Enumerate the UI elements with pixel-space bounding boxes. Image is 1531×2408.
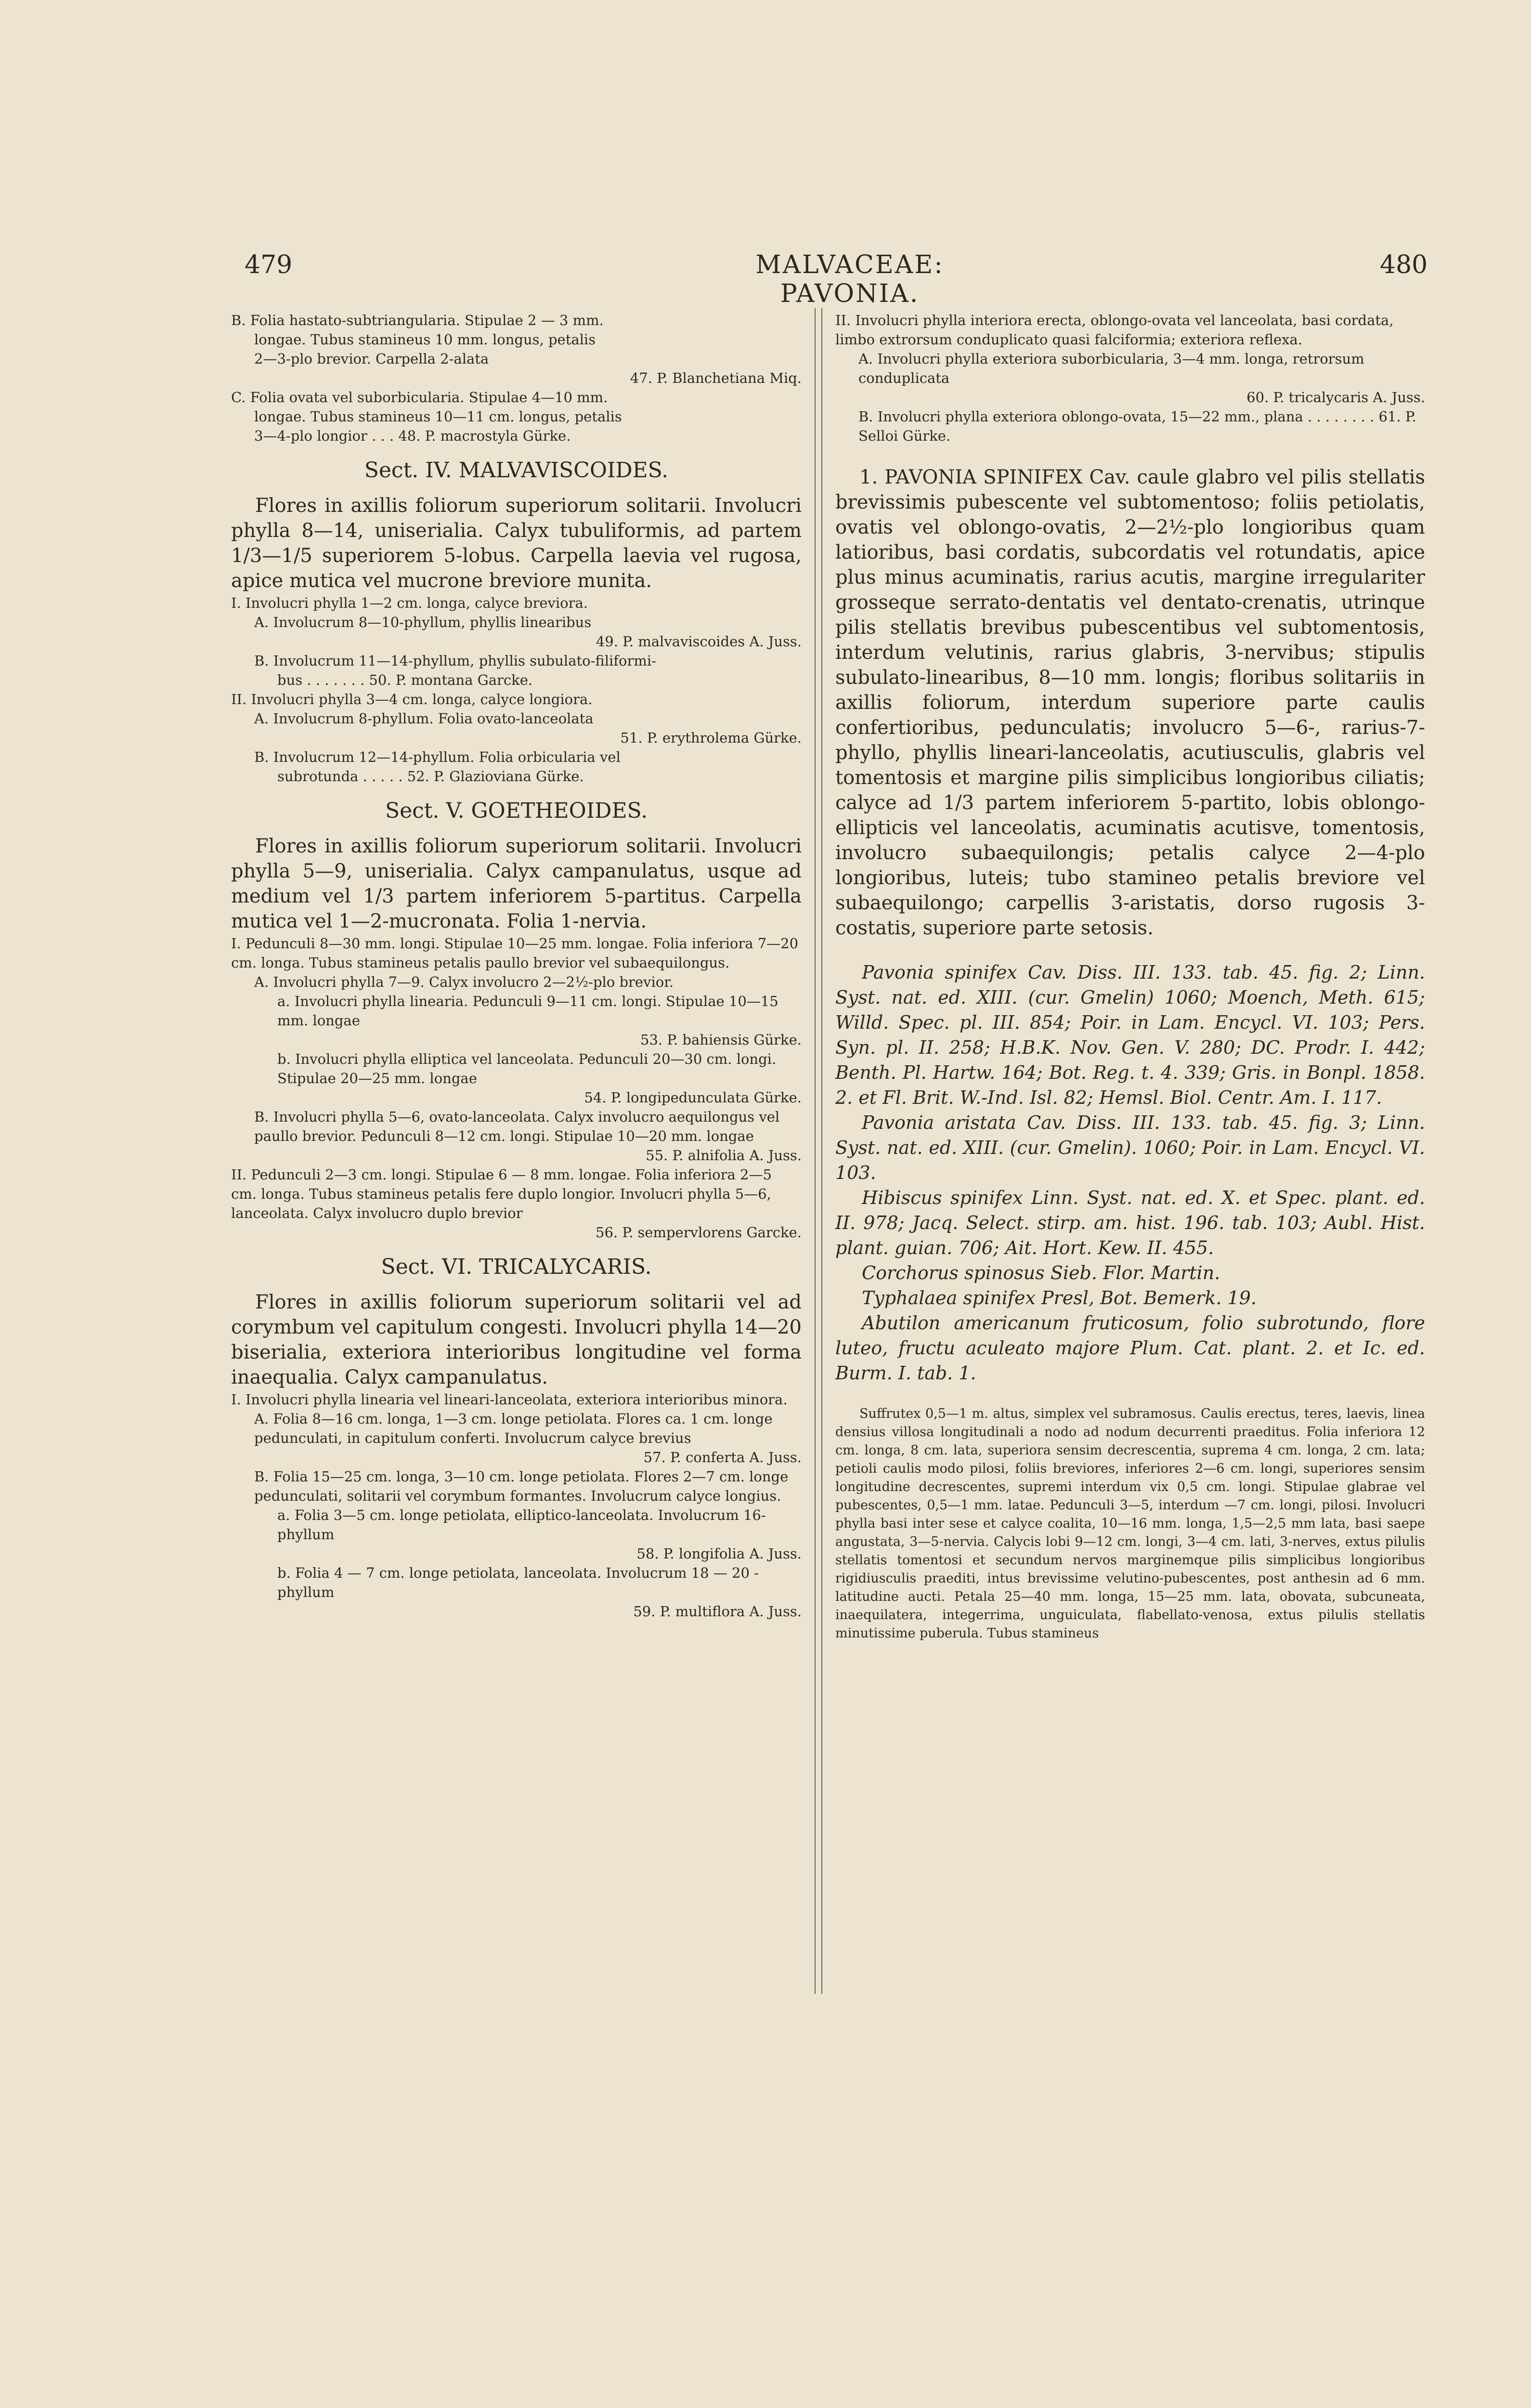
- key-line: a. Involucri phylla linearia. Pedunculi 9—11 cm. longi. Stipulae 10—15 mm. longae: [277, 993, 778, 1029]
- key-line: B. Involucri phylla 5—6, ovato-lanceolata. Calyx involucro aequilongus vel paullo brevior. Pedunculi 8—12 cm. longi. Stipulae 10—20 mm. longae: [254, 1109, 780, 1144]
- column-divider: [815, 308, 822, 1994]
- key-line: bus . . . . . . . 50. P. montana Garcke.: [277, 672, 533, 688]
- key-line: a. Folia 3—5 cm. longe petiolata, elliptico-lanceolata. Involucrum 16-phyllum: [277, 1507, 766, 1543]
- species-name-entry: 57. P. conferta A. Juss.: [643, 1449, 802, 1466]
- left-column: [231, 311, 802, 1621]
- key-line: 3—4-plo longior . . . 48. P. macrostyla Gürke.: [254, 428, 571, 444]
- synonym-entry: Hibiscus spinifex Linn. Syst. nat. ed. X. et Spec. plant. ed. II. 978; Jacq. Select. stirp. am. hist. 196. tab. 103; Aubl. Hist. plant. guian. 706; Ait. Hort. Kew. II. 455.: [835, 1187, 1425, 1258]
- species-name-entry: 56. P. sempervlorens Garcke.: [596, 1224, 802, 1241]
- key-line: B. Involucrum 12—14-phyllum. Folia orbicularia vel: [254, 749, 621, 765]
- key-continuation: [835, 311, 1425, 445]
- key-line: B. Folia hastato-subtriangularia. Stipulae 2 — 3 mm.: [231, 312, 604, 328]
- section-description: Flores in axillis foliorum superiorum solitarii. Involucri phylla 8—14, uniserialia. Calyx tubuliformis, ad partem 1/3—1/5 superiorem 5-lobus. Carpella laevia vel rugosa, apice mutica vel mucrone breviore munita.: [231, 495, 802, 592]
- species-name-entry: 55. P. alnifolia A. Juss.: [646, 1147, 802, 1164]
- section-description: Flores in axillis foliorum superiorum solitarii vel ad corymbum vel capitulum congesti. Involucri phylla 14—20 biserialia, exteriora interioribus longitudine vel forma inaequalia. Calyx campanulatus.: [231, 1291, 802, 1388]
- section-heading: Sect. V. GOETHEOIDES.: [385, 798, 648, 823]
- key-line: I. Involucri phylla 1—2 cm. longa, calyce breviora.: [231, 595, 588, 611]
- species-name-entry: 49. P. malvaviscoides A. Juss.: [596, 633, 802, 650]
- species-name-entry: 47. P. Blanchetiana Miq.: [630, 370, 802, 386]
- species-description: 1. PAVONIA SPINIFEX Cav. caule glabro vel pilis stellatis brevissimis pubescente vel subtomentoso; foliis petiolatis, ovatis vel oblongo-ovatis, 2—2½-plo longioribus quam latioribus, basi cordatis, subcordatis vel rotundatis, apice plus minus acuminatis, rarius acutis, margine irregulariter grosseque serrato-dentatis vel dentato-crenatis, utrinque pilis stellatis brevibus pubescentibus vel subtomentosis, interdum velutinis, rarius glabris, 3-nervibus; stipulis subulato-linearibus, 8—10 mm. longis; floribus solitariis in axillis foliorum, interdum superiore parte caulis confertioribus, pedunculatis; involucro 5—6-, rarius-7-phyllo, phyllis lineari-lanceolatis, acutiusculis, glabris vel tomentosis et margine pilis simplicibus longioribus ciliatis; calyce ad 1/3 partem inferiorem 5-partito, lobis oblongo-ellipticis vel lanceolatis, acuminatis acutisve, tomentosis, involucro subaequilongis; petalis calyce 2—4-plo longioribus, luteis; tubo stamineo petalis breviore vel subaequilongo; carpellis 3-aristatis, dorso rugosis 3-costatis, superiore parte setosis.: [835, 466, 1425, 939]
- key-line: A. Folia 8—16 cm. longa, 1—3 cm. longe petiolata. Flores ca. 1 cm. longe pedunculati, in capitulum conferti. Involucrum calyce brevius: [254, 1411, 773, 1446]
- species-key: [231, 593, 802, 786]
- synonym-entry: Typhalaea spinifex Presl, Bot. Bemerk. 19.: [862, 1287, 1257, 1309]
- key-line: C. Folia ovata vel suborbicularia. Stipulae 4—10 mm.: [231, 389, 608, 406]
- key-line: A. Involucrum 8-phyllum. Folia ovato-lanceolata: [254, 710, 594, 727]
- key-line: B. Involucrum 11—14-phyllum, phyllis subulato-filiformi-: [254, 653, 656, 669]
- synonym-entry: Pavonia spinifex Cav. Diss. III. 133. tab. 45. fig. 2; Linn. Syst. nat. ed. XIII. (cur. Gmelin) 1060; Moench, Meth. 615; Willd. Spec. pl. III. 854; Poir. in Lam. Encycl. VI. 103; Pers. Syn. pl. II. 258; H.B.K. Nov. Gen. V. 280; DC. Prodr. I. 442; Benth. Pl. Hartw. 164; Bot. Reg. t. 4. 339; Gris. in Bonpl. 1858. 2. et Fl. Brit. W.-Ind. Isl. 82; Hemsl. Biol. Centr. Am. I. 117.: [835, 962, 1425, 1108]
- right-column: [835, 311, 1425, 1643]
- synonym-entry: Pavonia aristata Cav. Diss. III. 133. tab. 45. fig. 3; Linn. Syst. nat. ed. XIII. (cur. Gmelin). 1060; Poir. in Lam. Encycl. VI. 103.: [835, 1112, 1425, 1183]
- species-name-entry: 59. P. multiflora A. Juss.: [633, 1603, 802, 1620]
- key-line: 2—3-plo brevior. Carpella 2-alata: [254, 351, 489, 367]
- species-name-entry: 58. P. longifolia A. Juss.: [636, 1545, 802, 1562]
- key-line: b. Folia 4 — 7 cm. longe petiolata, lanceolata. Involucrum 18 — 20 - phyllum: [277, 1565, 759, 1600]
- species-name-entry: 53. P. bahiensis Gürke.: [640, 1032, 802, 1048]
- key-line: II. Involucri phylla interiora erecta, oblongo-ovata vel lanceolata, basi cordata, limbo extrorsum conduplicato quasi falciformia; exteriora reflexa.: [835, 312, 1394, 348]
- section-description: Flores in axillis foliorum superiorum solitarii. Involucri phylla 5—9, uniserialia. Calyx campanulatus, usque ad medium vel 1/3 partem inferiorem 5-partitus. Carpella mutica vel 1—2-mucronata. Folia 1-nervia.: [231, 835, 802, 932]
- section-heading: Sect. VI. TRICALYCARIS.: [381, 1255, 652, 1279]
- synonym-entry: Corchorus spinosus Sieb. Flor. Martin.: [862, 1262, 1220, 1283]
- synonymy: [835, 960, 1425, 1386]
- species-key: [231, 934, 802, 1242]
- key-line: A. Involucrum 8—10-phyllum, phyllis linearibus: [254, 614, 592, 630]
- key-line: II. Involucri phylla 3—4 cm. longa, calyce longiora.: [231, 691, 593, 707]
- key-line: A. Involucri phylla 7—9. Calyx involucro 2—2½-plo brevior.: [254, 974, 674, 990]
- species-name-entry: 51. P. erythrolema Gürke.: [620, 730, 802, 746]
- species-key: [231, 1390, 802, 1621]
- key-line: I. Involucri phylla linearia vel lineari-lanceolata, exteriora interioribus minora.: [231, 1391, 788, 1408]
- key-line: I. Pedunculi 8—30 mm. longi. Stipulae 10—25 mm. longae. Folia inferiora 7—20 cm. longa. Tubus stamineus petalis paullo brevior vel subaequilongus.: [231, 935, 799, 971]
- running-title: MALVACEAE: PAVONIA.: [755, 250, 944, 308]
- detailed-description: Suffrutex 0,5—1 m. altus, simplex vel subramosus. Caulis erectus, teres, laevis, linea densius villosa longitudinali a nodo ad nodum decurrenti praeditus. Folia inferiora 12 cm. longa, 8 cm. lata, superiora sensim decrescentia, suprema 4 cm. longa, 2 cm. lata; petioli caulis modo pilosi, foliis breviores, inferiores 2—6 cm. longi, superiores sensim longitudine decrescentes, supremi interdum vix 0,5 cm. longi. Stipulae glabrae vel pubescentes, 0,5—1 mm. latae. Pedunculi 3—5, interdum —7 cm. longi, pilosi. Involucri phylla basi inter sese et calyce coalita, 10—16 mm. longa, 1,5—2,5 mm lata, basi saepe angustata, 3—5-nervia. Calycis lobi 9—12 cm. longi, 3—4 cm. lati, 3-nerves, extus pilulis stellatis tomentosi et secundum nervos marginemque pilis simplicibus longioribus rigidiusculis praediti, intus brevissime velutino-pubescentes, post anthesin ad 6 mm. latitudine aucti. Petala 25—40 mm. longa, 15—25 mm. lata, obovata, subcuneata, inaequilatera, integerrima, unguiculata, flabellato-venosa, extus pilulis stellatis minutissime puberula. Tubus stamineus: [835, 1406, 1425, 1641]
- key-line: longae. Tubus stamineus 10 mm. longus, petalis: [254, 331, 596, 348]
- section-heading: Sect. IV. MALVAVISCOIDES.: [364, 458, 669, 483]
- key-line: subrotunda . . . . . 52. P. Glazioviana Gürke.: [277, 768, 584, 785]
- key-line: b. Involucri phylla elliptica vel lanceolata. Pedunculi 20—30 cm. longi. Stipulae 20—25 mm. longae: [277, 1051, 777, 1086]
- key-continuation: [231, 311, 802, 445]
- key-line: A. Involucri phylla exteriora suborbicularia, 3—4 mm. longa, retrorsum conduplicata: [858, 351, 1364, 386]
- species-name-entry: 54. P. longipedunculata Gürke.: [584, 1089, 802, 1106]
- key-line: II. Pedunculi 2—3 cm. longi. Stipulae 6 — 8 mm. longae. Folia inferiora 2—5 cm. longa. Tubus stamineus petalis fere duplo longior. Involucri phylla 5—6, lanceolata. Calyx involucro duplo brevior: [231, 1166, 772, 1221]
- page-number-right: 480: [1380, 250, 1428, 279]
- page-number-left: 479: [245, 250, 293, 279]
- key-line: B. Folia 15—25 cm. longa, 3—10 cm. longe petiolata. Flores 2—7 cm. longe pedunculati, solitarii vel corymbum formantes. Involucrum calyce longius.: [254, 1468, 789, 1504]
- species-name-entry: 60. P. tricalycaris A. Juss.: [1246, 389, 1425, 406]
- key-line: B. Involucri phylla exteriora oblongo-ovata, 15—22 mm., plana . . . . . . . . 61. P. Selloi Gürke.: [858, 408, 1416, 444]
- key-line: longae. Tubus stamineus 10—11 cm. longus, petalis: [254, 408, 622, 425]
- synonym-entry: Abutilon americanum fruticosum, folio subrotundo, flore luteo, fructu aculeato majore Plum. Cat. plant. 2. et Ic. ed. Burm. I. tab. 1.: [835, 1312, 1425, 1384]
